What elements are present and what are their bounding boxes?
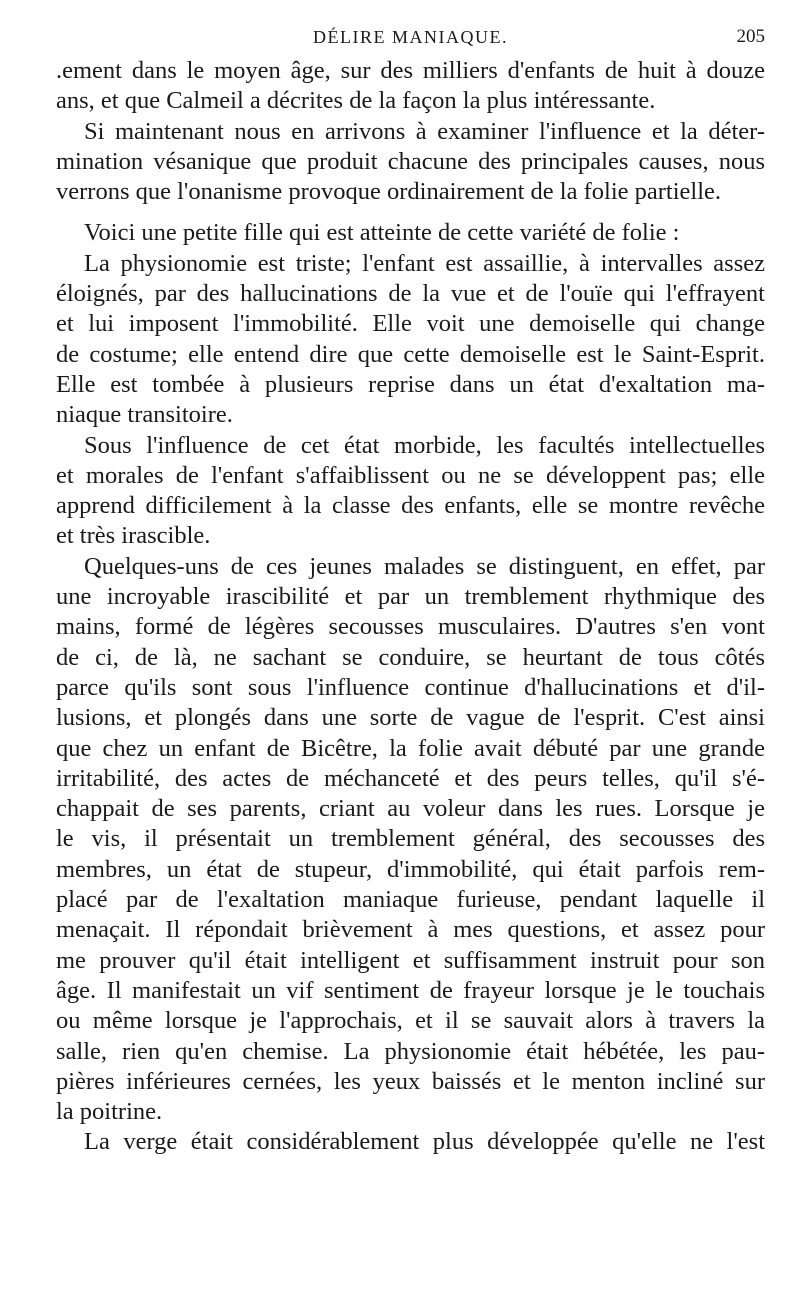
text-line: de ci, de là, ne sachant se conduire, se heurtant de tous côtés — [56, 643, 765, 671]
text-line: placé par de l'exaltation maniaque furieuse, pendant laquelle il — [56, 886, 765, 914]
text-line: éloignés, par des hallucinations de la vue et de l'ouïe qui l'effrayent — [56, 280, 765, 308]
text-line: apprend difficilement à la classe des enfants, elle se montre revêche — [56, 492, 765, 520]
text-line: le vis, il présentait un tremblement général, des secousses des — [56, 825, 765, 853]
text-line: Sous l'influence de cet état morbide, les facultés intellectuelles — [84, 431, 765, 459]
text-line: ans, et que Calmeil a décrites de la façon la plus intéressante. — [56, 87, 656, 115]
text-line: une incroyable irascibilité et par un tremblement rhythmique des — [56, 583, 765, 611]
text-line: Quelques-uns de ces jeunes malades se distinguent, en effet, par — [84, 552, 765, 580]
text-line: salle, rien qu'en chemise. La physionomie était hébétée, les pau- — [56, 1037, 765, 1065]
text-line: Voici une petite fille qui est atteinte de cette variété de folie : — [84, 219, 680, 247]
text-line: La verge était considérablement plus développée qu'elle ne l'est — [84, 1128, 765, 1156]
text-line: chappait de ses parents, criant au voleur dans les rues. Lorsque je — [56, 795, 765, 823]
text-line: mination vésanique que produit chacune des principales causes, nous — [56, 147, 765, 175]
text-line: la poitrine. — [56, 1098, 163, 1126]
text-line: et morales de l'enfant s'affaiblissent ou ne se développent pas; elle — [56, 461, 765, 489]
body-text — [56, 56, 765, 1158]
text-line: Elle est tombée à plusieurs reprise dans un état d'exaltation ma- — [56, 370, 765, 398]
text-line: niaque transitoire. — [56, 401, 233, 429]
page-number: 205 — [736, 26, 765, 47]
text-line: lusions, et plongés dans une sorte de vague de l'esprit. C'est ainsi — [56, 704, 765, 732]
running-title: DÉLIRE MANIAQUE. — [313, 27, 508, 47]
text-line: parce qu'ils sont sous l'influence continue d'hallucinations et d'il- — [56, 673, 765, 701]
text-line: irritabilité, des actes de méchanceté et des peurs telles, qu'il s'é- — [56, 764, 765, 792]
text-line: que chez un enfant de Bicêtre, la folie avait débuté par une grande — [56, 734, 765, 762]
text-line: âge. Il manifestait un vif sentiment de frayeur lorsque je le touchais — [56, 976, 765, 1004]
text-line: mains, formé de légères secousses musculaires. D'autres s'en vont — [56, 613, 765, 641]
text-line: de costume; elle entend dire que cette demoiselle est le Saint-Esprit. — [56, 340, 765, 368]
text-line: me prouver qu'il était intelligent et suffisamment instruit pour son — [56, 946, 765, 974]
running-head — [56, 22, 765, 52]
text-line: ou même lorsque je l'approchais, et il se sauvait alors à travers la — [56, 1007, 765, 1035]
text-line: et lui imposent l'immobilité. Elle voit une demoiselle qui change — [56, 310, 765, 338]
text-line: .ement dans le moyen âge, sur des milliers d'enfants de huit à douze — [56, 57, 765, 84]
text-line: et très irascible. — [56, 522, 211, 550]
text-line: pières inférieures cernées, les yeux baissés et le menton incliné sur — [56, 1067, 765, 1095]
text-line: Si maintenant nous en arrivons à examiner l'influence et la déter- — [84, 117, 765, 145]
text-line: menaçait. Il répondait brièvement à mes questions, et assez pour — [56, 916, 765, 944]
text-line: verrons que l'onanisme provoque ordinairement de la folie partielle. — [56, 178, 722, 206]
text-line: membres, un état de stupeur, d'immobilité, qui était parfois rem- — [56, 855, 765, 883]
text-line: La physionomie est triste; l'enfant est assaillie, à intervalles assez — [84, 249, 765, 277]
